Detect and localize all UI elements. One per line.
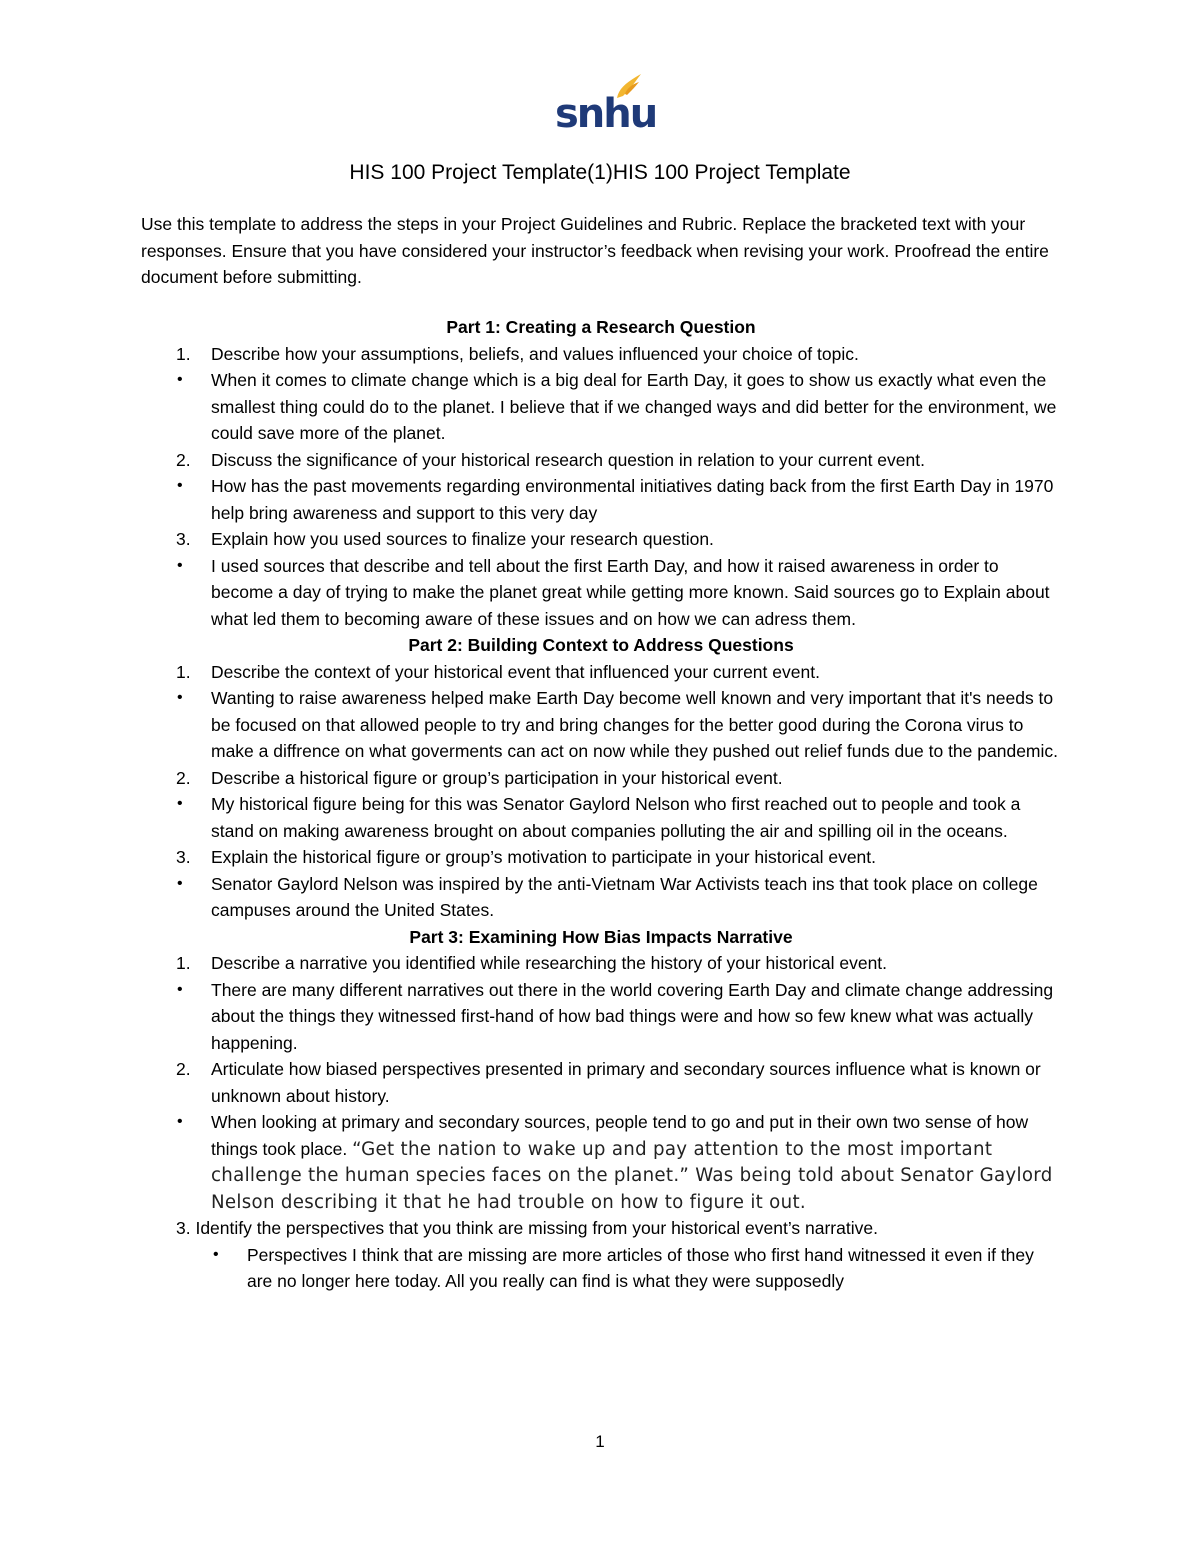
question bbox=[141, 526, 1061, 553]
list-number: 1. bbox=[176, 953, 191, 973]
answer-text: I used sources that describe and tell about the first Earth Day, and how it raised awareness in order to become a day of trying to make the planet great while getting more known. Said sources go to Explain about what led them to becoming aware of these issues and on how we can adress them. bbox=[211, 555, 1050, 629]
answer-text: My historical figure being for this was Senator Gaylord Nelson who first reached out to people and took a stand on making awareness brought on about companies polluting the air and spilling oil in the oceans. bbox=[211, 794, 1021, 841]
answer bbox=[141, 791, 1061, 844]
question bbox=[141, 765, 1061, 792]
question bbox=[141, 659, 1061, 686]
answer bbox=[141, 1109, 1061, 1215]
answer bbox=[141, 473, 1061, 526]
answer bbox=[141, 367, 1061, 447]
answer bbox=[141, 977, 1061, 1057]
list-number: 1. bbox=[176, 661, 191, 682]
list-number: 3. bbox=[176, 847, 191, 867]
list-number: 1. bbox=[176, 343, 191, 364]
answer-text: When looking at primary and secondary sources, people tend to go and put in their own two sense of how things took place. bbox=[211, 1112, 1029, 1159]
question bbox=[141, 447, 1061, 474]
page-number: 1 bbox=[595, 1432, 605, 1451]
intro-paragraph: Use this template to address the steps in your Project Guidelines and Rubric. Replace the bracketed text with your responses. Ensure that you have considered your instructor’s feedback when revising your work. Proofread the entire document before submitting. bbox=[141, 214, 1049, 287]
question-text: Explain how you used sources to finalize your research question. bbox=[211, 529, 714, 549]
bullet-icon: • bbox=[177, 477, 183, 494]
bullet-icon: • bbox=[177, 689, 183, 706]
logo-text: snhu bbox=[555, 91, 657, 137]
bullet-icon: • bbox=[177, 874, 183, 892]
answer-text: When it comes to climate change which is a big deal for Earth Day, it goes to show us exactly what even the smallest thing could do to the planet. I believe that if we changed ways and did better for the environment, we could save more of the planet. bbox=[211, 370, 1057, 443]
question-text: 3. Identify the perspectives that you think are missing from your historical event’s narrative. bbox=[176, 1218, 878, 1238]
bullet-icon: • bbox=[177, 795, 183, 812]
bullet-icon: • bbox=[177, 556, 183, 574]
bullet-icon: • bbox=[177, 371, 183, 388]
answer bbox=[141, 553, 1061, 633]
answer bbox=[141, 1242, 1061, 1295]
question bbox=[141, 1056, 1061, 1109]
question bbox=[141, 341, 1061, 368]
question-text: Describe the context of your historical event that influenced your current event. bbox=[211, 661, 820, 682]
quoted-text: “Get the nation to wake up and pay attention to the most important challenge the human species faces on the planet.” Was being told about Senator Gaylord Nelson describing it that he had trouble on how to figure it out. bbox=[211, 1138, 1053, 1213]
list-number: 3. bbox=[176, 529, 191, 549]
part1-heading: Part 1: Creating a Research Question bbox=[446, 317, 756, 337]
question-text: Describe a historical figure or group’s participation in your historical event. bbox=[211, 767, 783, 788]
bullet-icon: • bbox=[177, 980, 183, 998]
part3-heading: Part 3: Examining How Bias Impacts Narrative bbox=[409, 926, 793, 947]
question-text: Describe a narrative you identified while researching the history of your historical event. bbox=[211, 953, 888, 973]
answer-text: How has the past movements regarding environmental initiatives dating back from the first Earth Day in 1970 help bring awareness and support to this very day bbox=[211, 476, 1054, 523]
document-title: HIS 100 Project Template(1)HIS 100 Project Template bbox=[349, 161, 851, 184]
question-text: Articulate how biased perspectives presented in primary and secondary sources influence what is known or unknown about history. bbox=[211, 1059, 1041, 1106]
answer-text: There are many different narratives out there in the world covering Earth Day and climate change addressing about the things they witnessed first-hand of how bad things were and how so few knew what was actually happening. bbox=[211, 979, 1054, 1053]
list-number: 2. bbox=[176, 449, 191, 470]
answer bbox=[141, 871, 1061, 924]
question-text: Explain the historical figure or group’s motivation to participate in your historical event. bbox=[211, 847, 877, 867]
document-body bbox=[141, 314, 1061, 1295]
list-number: 2. bbox=[176, 767, 191, 788]
list-number: 2. bbox=[176, 1059, 191, 1079]
part2-heading: Part 2: Building Context to Address Questions bbox=[408, 635, 794, 655]
answer-text: Wanting to raise awareness helped make Earth Day become well known and very important that it's needs to be focused on that allowed people to try and bring changes for the better good during the Corona virus to make a diffrence on what goverments can act on now while they pushed out relief funds due to the pandemic. bbox=[211, 688, 1058, 761]
answer bbox=[141, 685, 1061, 765]
bullet-icon: • bbox=[213, 1245, 219, 1263]
question-text: Describe how your assumptions, beliefs, and values influenced your choice of topic. bbox=[211, 343, 859, 364]
snhu-logo bbox=[555, 72, 657, 137]
question bbox=[141, 844, 1061, 871]
answer-text: Perspectives I think that are missing are more articles of those who first hand witnessed it even if they are no longer here today. All you really can find is what they were supposedly bbox=[247, 1244, 1034, 1291]
question bbox=[141, 950, 1061, 977]
bullet-icon: • bbox=[177, 1113, 183, 1130]
answer-text: Senator Gaylord Nelson was inspired by the anti-Vietnam War Activists teach ins that took place on college campuses around the United States. bbox=[211, 873, 1038, 920]
question-text: Discuss the significance of your historical research question in relation to your current event. bbox=[211, 449, 925, 470]
